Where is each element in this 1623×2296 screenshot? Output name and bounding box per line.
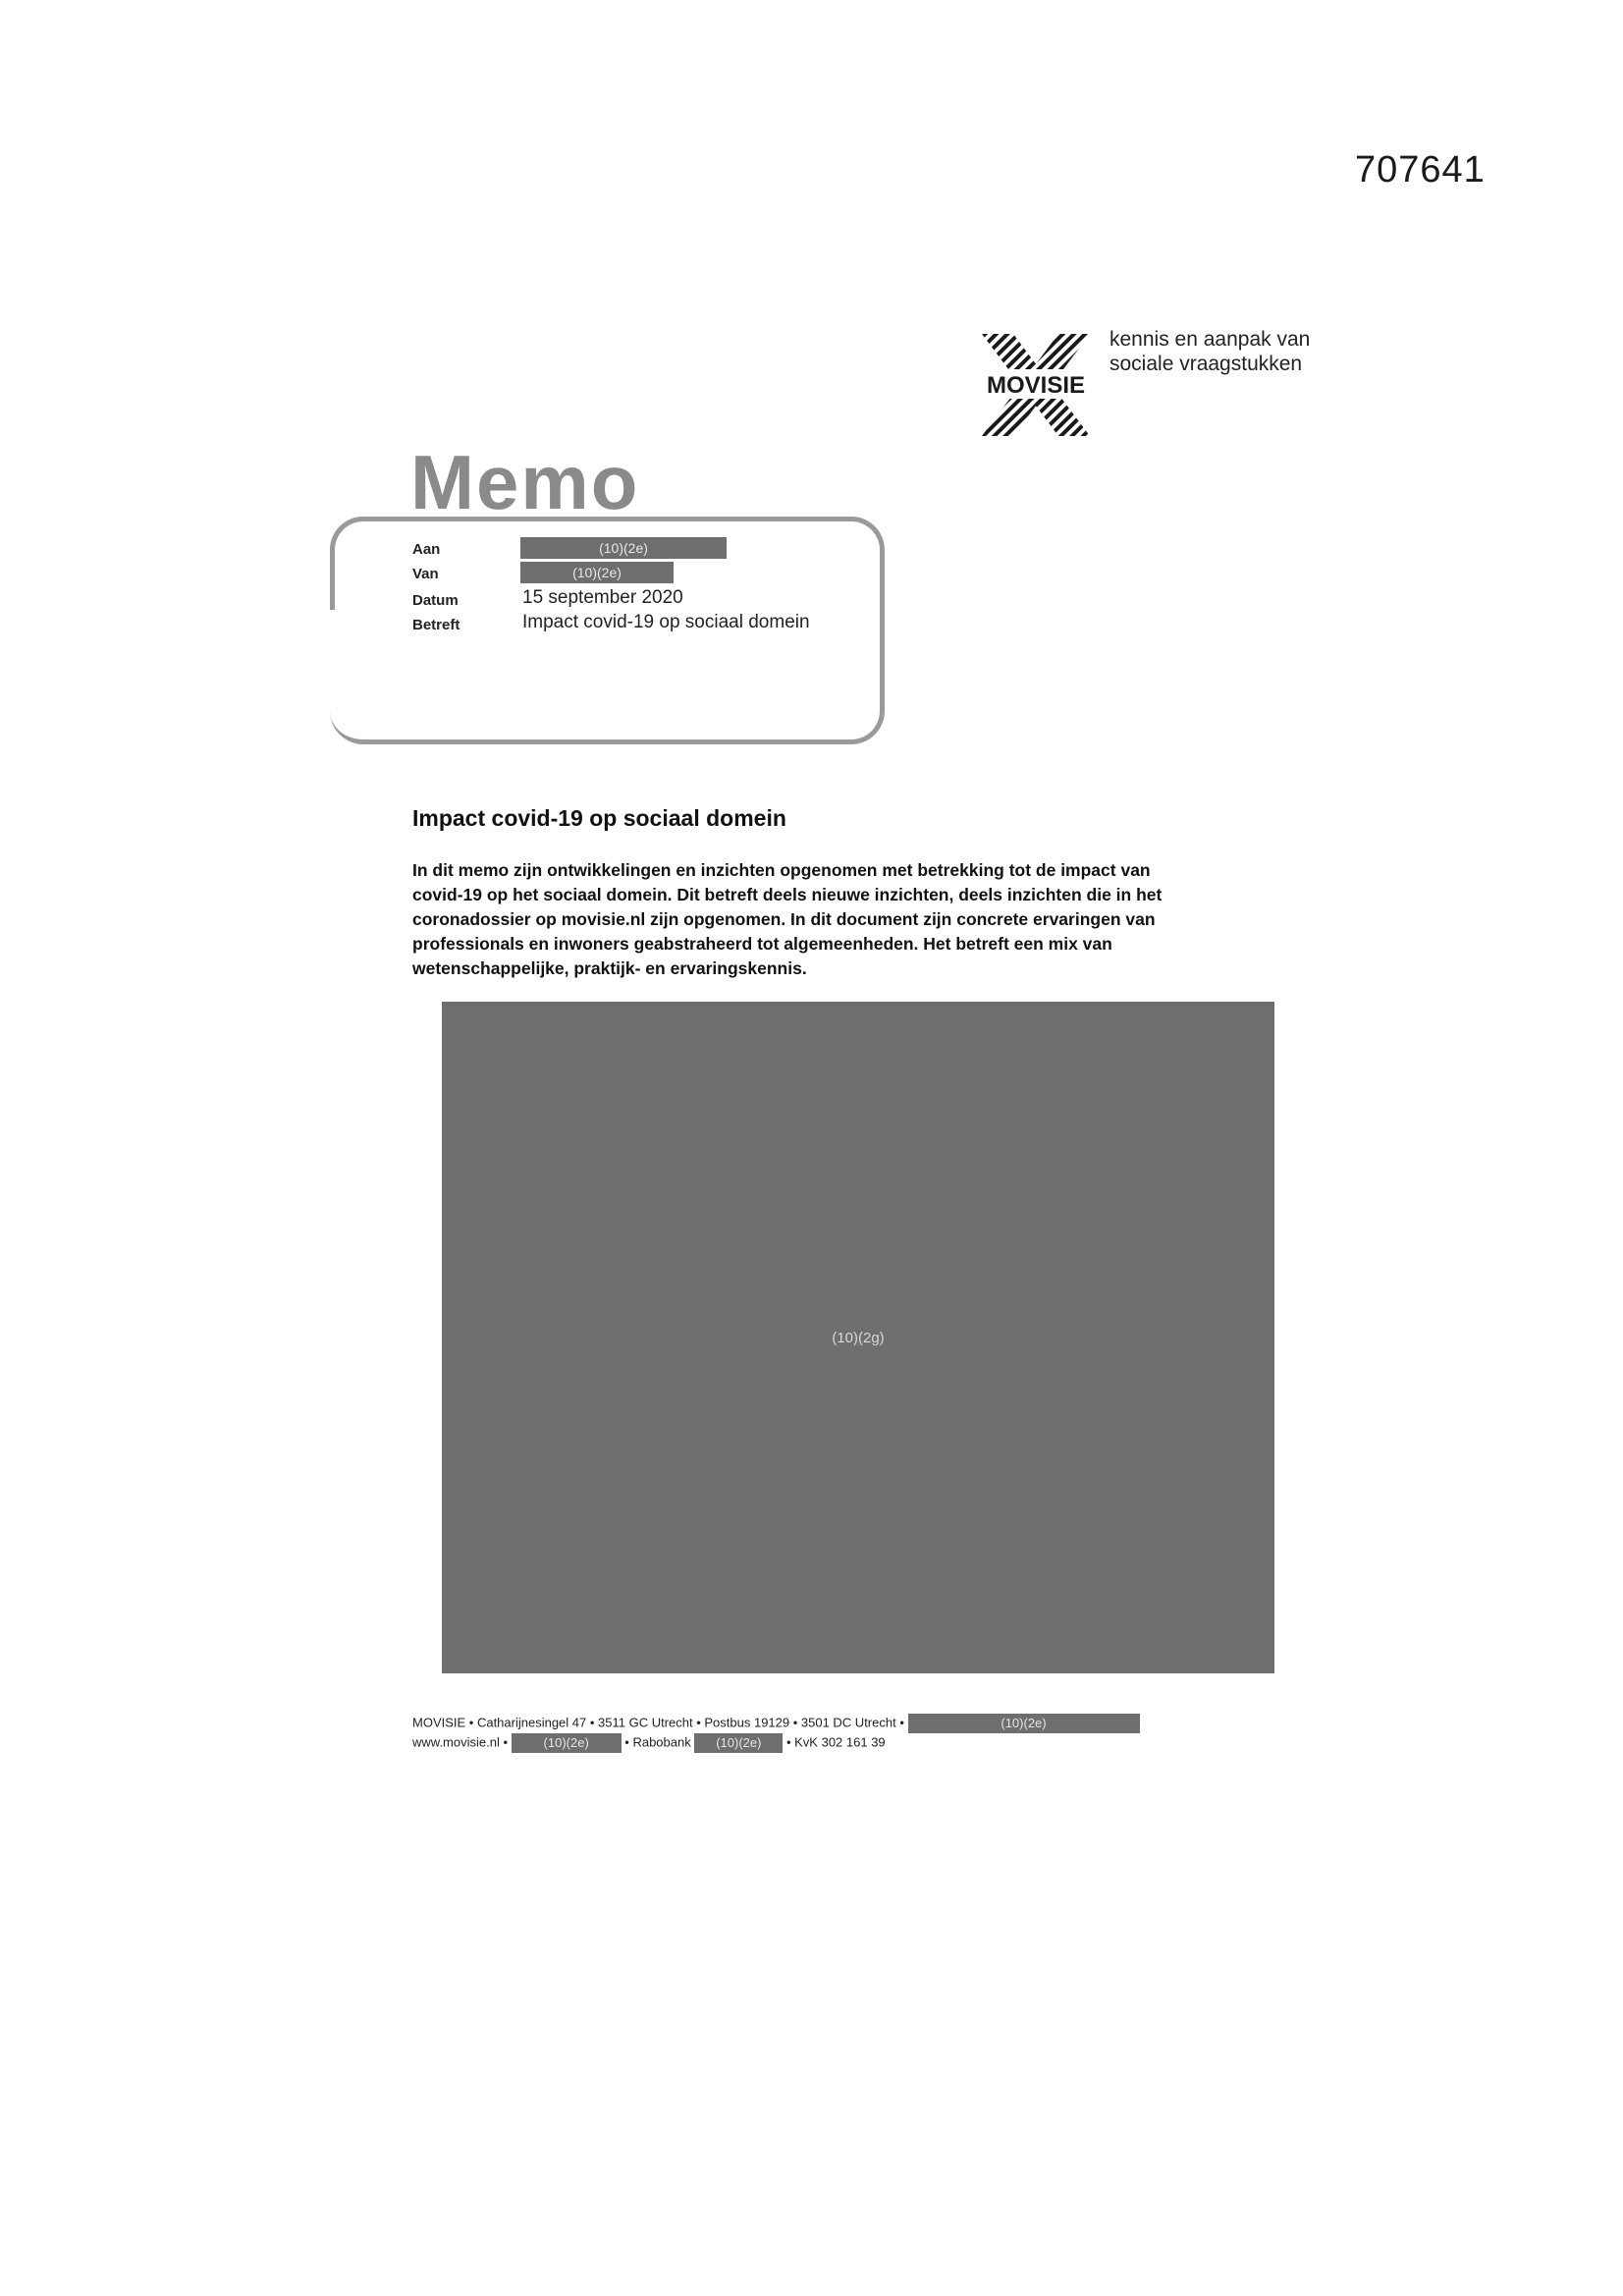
document-number: 707641	[1355, 149, 1486, 191]
footer-kvk: • KvK 302 161 39	[785, 1734, 886, 1750]
footer-line-1	[412, 1714, 1140, 1733]
redacted-van: (10)(2e)	[520, 562, 674, 583]
tagline-line-2: sociale vraagstukken	[1109, 353, 1303, 375]
footer-line-2	[412, 1733, 886, 1753]
redacted-aan: (10)(2e)	[520, 537, 727, 559]
memo-heading: Memo	[410, 439, 640, 525]
footer-redacted-1: (10)(2e)	[908, 1714, 1140, 1733]
logo-wordmark: MOVISIE	[986, 372, 1086, 399]
footer-redacted-2: (10)(2e)	[512, 1733, 622, 1753]
intro-line: professionals en inwoners geabstraheerd tot algemeenheden. Het betreft een mix van	[412, 934, 1112, 954]
intro-line: wetenschappelijke, praktijk- en ervaringskennis.	[412, 958, 807, 978]
redacted-content-block	[442, 1002, 1274, 1673]
field-value-betreft: Impact covid-19 op sociaal domein	[522, 612, 810, 632]
section-title: Impact covid-19 op sociaal domein	[412, 805, 786, 831]
footer-address: MOVISIE • Catharijnesingel 47 • 3511 GC Utrecht • Postbus 19129 • 3501 DC Utrecht •	[412, 1715, 904, 1730]
tagline-line-1: kennis en aanpak van	[1109, 328, 1311, 351]
footer-bank: • Rabobank	[624, 1734, 691, 1750]
field-value-datum: 15 september 2020	[522, 587, 683, 608]
intro-paragraph	[412, 858, 1227, 981]
intro-line: coronadossier op movisie.nl zijn opgenomen. In dit document zijn concrete ervaringen van	[412, 909, 1156, 929]
field-label-aan: Aan	[412, 541, 441, 558]
intro-line: In dit memo zijn ontwikkelingen en inzichten opgenomen met betrekking tot de impact van	[412, 860, 1151, 880]
field-label-datum: Datum	[412, 592, 459, 609]
footer-redacted-3: (10)(2e)	[694, 1733, 783, 1753]
movisie-logo	[972, 322, 1100, 448]
redaction-code: (10)(2g)	[832, 1329, 885, 1346]
memo-frame-corner	[330, 517, 374, 610]
intro-line: covid-19 op het sociaal domein. Dit betreft deels nieuwe inzichten, deels inzichten die in het	[412, 885, 1163, 904]
field-label-betreft: Betreft	[412, 617, 460, 633]
footer-website: www.movisie.nl •	[412, 1734, 509, 1750]
brand-tagline	[1109, 327, 1310, 376]
field-label-van: Van	[412, 566, 439, 582]
